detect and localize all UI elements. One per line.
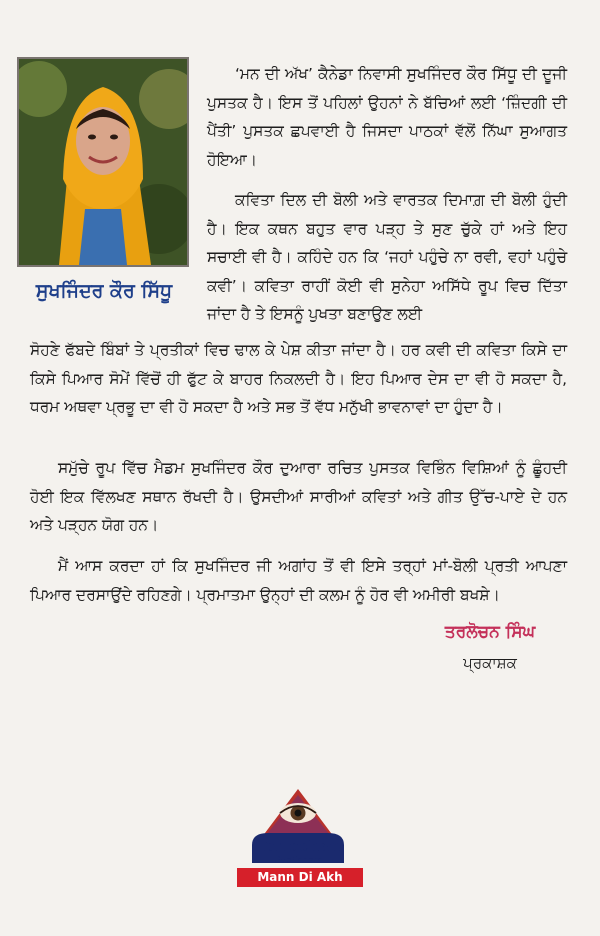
signature-name: ਤਰਲੋਚਨ ਸਿੰਘ [444,622,536,642]
author-name-caption: ਸੁਖਜਿੰਦਰ ਕੌਰ ਸਿੱਧੂ [35,280,173,302]
paragraph-3: ਸਮੁੱਚੇ ਰੂਪ ਵਿੱਚ ਮੈਡਮ ਸੁਖਜਿੰਦਰ ਕੌਰ ਦੁਆਰਾ ਰਚਿਤ ਪੁਸਤਕ ਵਿਭਿੰਨ ਵਿਸ਼ਿਆਂ ਨੂੰ ਛੂੰਹਦੀ ਹੋਈ ਇਕ ਵਿੱਲਖਣ ਸਥਾਨ ਰੱਖਦੀ ਹੈ। ਉਸਦੀਆਂ ਸਾਰੀਆਂ ਕਵਿਤਾਂ ਅਤੇ ਗੀਤ ਉੱਚ-ਪਾਏ ਦੇ ਹਨ ਅਤੇ ਪੜ੍ਹਨ ਯੋਗ ਹਨ। [30,459,567,534]
paragraph-2-continued: ਸੋਹਣੇ ਫੱਬਦੇ ਬਿੰਬਾਂ ਤੇ ਪ੍ਰਤੀਕਾਂ ਵਿਚ ਢਾਲ ਕੇ ਪੇਸ਼ ਕੀਤਾ ਜਾਂਦਾ ਹੈ। ਹਰ ਕਵੀ ਦੀ ਕਵਿਤਾ ਕਿਸੇ ਦਾ ਕਿਸੇ ਪਿਆਰ ਸੋਮੇਂ ਵਿੱਚੋਂ ਹੀ ਫੁੱਟ ਕੇ ਬਾਹਰ ਨਿਕਲਦੀ ਹੈ। ਇਹ ਪਿਆਰ ਦੇਸ ਦਾ ਵੀ ਹੋ ਸਕਦਾ ਹੈ, ਧਰਮ ਅਥਵਾ ਪ੍ਰਭੂ ਦਾ ਵੀ ਹੋ ਸਕਦਾ ਹੈ ਅਤੇ ਸਭ ਤੋਂ ਵੱਧ ਮਨੁੱਖੀ ਭਾਵਨਾਵਾਂ ਦਾ ਹੁੰਦਾ ਹੈ। [30,341,567,416]
paragraph-4: ਮੈਂ ਆਸ ਕਰਦਾ ਹਾਂ ਕਿ ਸੁਖਜਿੰਦਰ ਜੀ ਅਗਾਂਹ ਤੋਂ ਵੀ ਇਸੇ ਤਰ੍ਹਾਂ ਮਾਂ-ਬੋਲੀ ਪ੍ਰਤੀ ਆਪਣਾ ਪਿਆਰ ਦਰਸਾਉਂਦੇ ਰਹਿਣਗੇ। ਪ੍ਰਮਾਤਮਾ ਉਨ੍ਹਾਂ ਦੀ ਕਲਮ ਨੂੰ ਹੋਰ ਵੀ ਅਮੀਰੀ ਬਖਸ਼ੇ। [30,557,567,604]
publisher-brand: Tarlochan [256,837,340,855]
book-title-bar: Mann Di Akh [237,868,363,887]
author-portrait-image [19,59,187,265]
publisher-sub: Publishers [273,856,323,866]
signature-role: ਪ੍ਰਕਾਸ਼ਕ [463,654,517,672]
author-photo [17,57,189,267]
paragraph-2-start: ਕਵਿਤਾ ਦਿਲ ਦੀ ਬੋਲੀ ਅਤੇ ਵਾਰਤਕ ਦਿਮਾਗ਼ ਦੀ ਬੋਲੀ ਹੁੰਦੀ ਹੈ। ਇਕ ਕਥਨ ਬਹੁਤ ਵਾਰ ਪੜ੍ਹ ਤੇ ਸੁਣ ਚੁੱਕੇ ਹਾਂ ਅਤੇ ਇਹ ਸਚਾਈ ਵੀ ਹੈ। ਕਹਿੰਦੇ ਹਨ ਕਿ ‘ਜਹਾਂ ਪਹੁੰਚੇ ਨਾ ਰਵੀ, ਵਹਾਂ ਪਹੁੰਚੇ ਕਵੀ’। ਕਵਿਤਾ ਰਾਹੀਂ ਕੋਈ ਵੀ ਸੁਨੇਹਾ ਅਸਿੱਧੇ ਰੂਪ ਵਿਚ ਦਿੱਤਾ ਜਾਂਦਾ ਹੈ ਤੇ ਇਸਨੂੰ ਪੁਖਤਾ ਬਣਾਉਣ ਲਈ [207,191,567,323]
paragraph-1: ‘ਮਨ ਦੀ ਅੱਖ’ ਕੈਨੇਡਾ ਨਿਵਾਸੀ ਸੁਖਜਿੰਦਰ ਕੌਰ ਸਿੱਧੂ ਦੀ ਦੂਜੀ ਪੁਸਤਕ ਹੈ। ਇਸ ਤੋਂ ਪਹਿਲਾਂ ਉਹਨਾਂ ਨੇ ਬੱਚਿਆਂ ਲਈ ‘ਜ਼ਿੰਦਗੀ ਦੀ ਪੈਂਤੀ’ ਪੁਸਤਕ ਛਪਵਾਈ ਹੈ ਜਿਸਦਾ ਪਾਠਕਾਂ ਵੱਲੋਂ ਨਿੱਘਾ ਸੁਆਗਤ ਹੋਇਆ। [207,65,567,169]
